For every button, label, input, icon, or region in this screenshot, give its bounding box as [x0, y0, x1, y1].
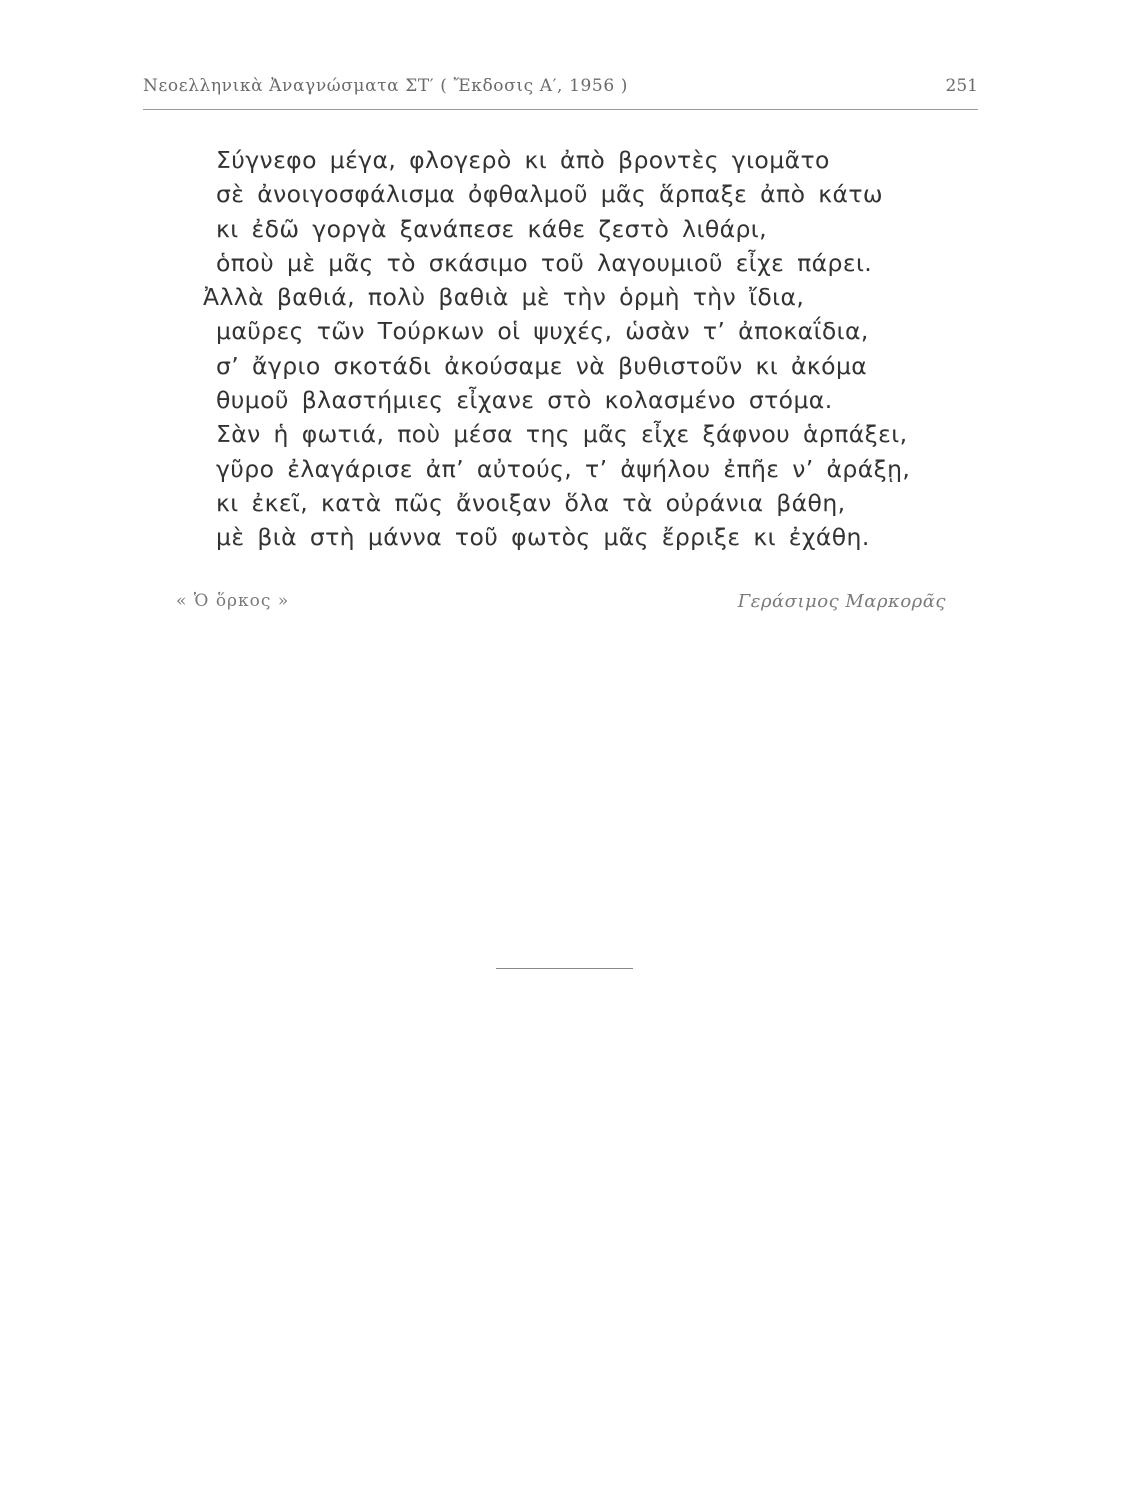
verse-line: μαῦρες τῶν Τούρκων οἱ ψυχές, ὡσὰν τ’ ἀποκαΐδια,	[216, 317, 869, 346]
verse-line: Σύγνεφο μέγα, φλογερὸ κι ἀπὸ βροντὲς γιομᾶτο	[216, 146, 830, 174]
verse-line: κι ἐδῶ γοργὰ ξανάπεσε κάθε ζεστὸ λιθάρι,	[216, 214, 768, 243]
verse-line: σ’ ἄγριο σκοτάδι ἀκούσαμε νὰ βυθιστοῦν κι ἀκόμα	[216, 351, 868, 380]
verse-line: σὲ ἀνοιγοσφάλισμα ὀφθαλμοῦ μᾶς ἅρπαξε ἀπὸ κάτω	[216, 180, 883, 209]
verse-line: μὲ βιὰ στὴ μάννα τοῦ φωτὸς μᾶς ἔρριξε κι ἐχάθη.	[216, 523, 870, 552]
page-number: 251	[945, 76, 978, 96]
poem-text	[203, 143, 946, 555]
verse-line: Ἀλλὰ βαθιά, πολὺ βαθιὰ μὲ τὴν ὁρμὴ τὴν ἴδια,	[203, 283, 805, 312]
verse-line: κι ἐκεῖ, κατὰ πῶς ἄνοιξαν ὅλα τὰ οὐράνια βάθη,	[216, 488, 846, 517]
running-title: Νεοελληνικὰ Ἀναγνώσματα ΣΤ′ ( Ἔκδοσις Α′, 1956 )	[143, 76, 628, 96]
verse-line: γῦρο ἐλαγάρισε ἀπ’ αὐτούς, τ’ ἀψήλου ἐπῆε ν’ ἀράξῃ,	[216, 454, 911, 483]
verse-line: ὁποὺ μὲ μᾶς τὸ σκάσιμο τοῦ λαγουμιοῦ εἶχε πάρει.	[216, 248, 873, 277]
attribution	[176, 591, 946, 619]
header-rule	[143, 109, 978, 110]
author-name: Γεράσιμος Μαρκορᾶς	[737, 591, 946, 612]
poem-source-title: « Ὁ ὅρκος »	[176, 591, 290, 611]
verse-line: Σὰν ἡ φωτιά, ποὺ μέσα της μᾶς εἶχε ξάφνου ἁρπάξει,	[216, 420, 908, 449]
end-rule	[496, 968, 633, 969]
verse-line: θυμοῦ βλαστήμιες εἶχανε στὸ κολασμένο στόμα.	[216, 386, 833, 415]
running-head	[143, 76, 978, 102]
